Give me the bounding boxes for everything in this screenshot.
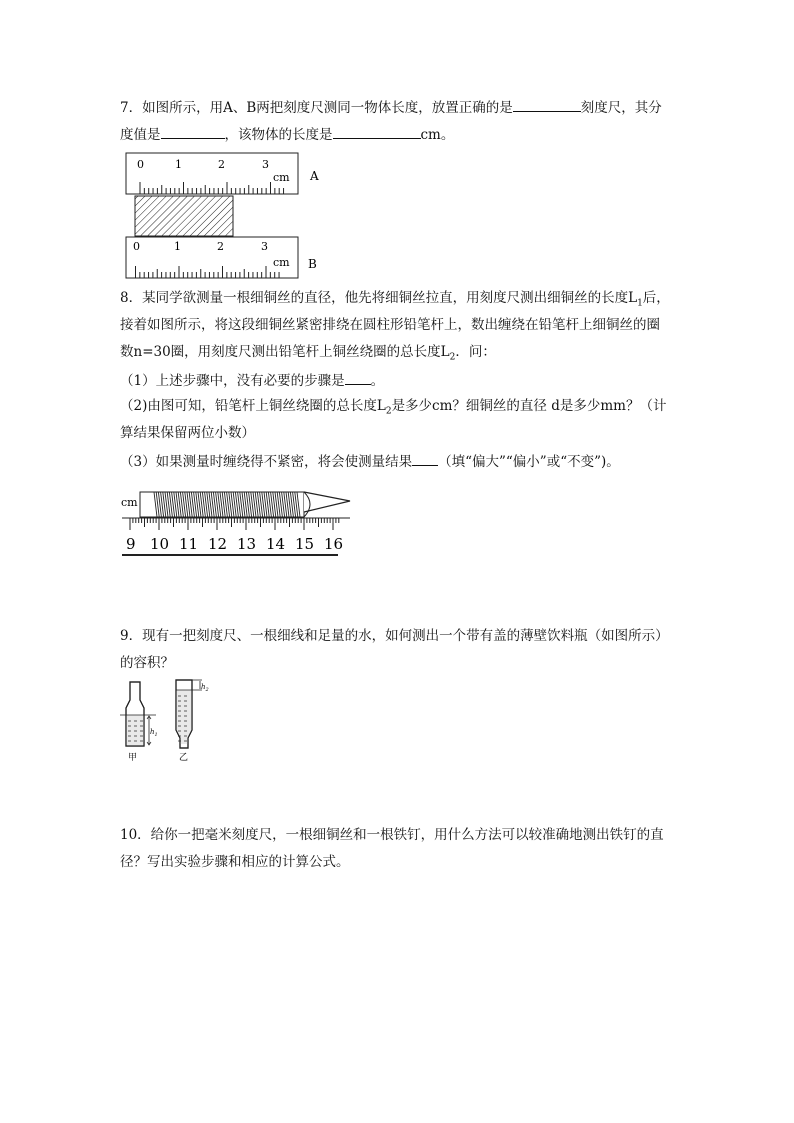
q9-line-1: 9．现有一把刻度尺、一根细线和足量的水，如何测出一个带有盖的薄壁饮料瓶（如图所示） (120, 628, 669, 644)
ruler-tick-label: 9 (126, 535, 136, 553)
q8-text: 数n=30圈，用刻度尺测出铅笔杆上铜丝绕圈的总长度L (120, 344, 450, 360)
ruler-a-tick-label: 2 (218, 158, 225, 171)
ruler-tick-label: 10 (150, 535, 170, 553)
q8-line-3 (120, 343, 496, 367)
q7-line-2 (120, 124, 454, 144)
q7-answer-blank-1[interactable] (513, 97, 581, 112)
q7-text: ，该物体的长度是 (224, 127, 333, 143)
q10-line-2: 径？写出实验步骤和相应的计算公式。 (120, 854, 350, 870)
q8-text: 8．某同学欲测量一根细铜丝的直径，他先将细铜丝拉直，用刻度尺测出细铜丝的长度L (120, 290, 638, 306)
ruler-b-tick-label: 1 (174, 240, 181, 253)
h1-label: $h_1$ (150, 728, 158, 738)
q8-text: （3）如果测量时缠绕得不紧密，将会使测量结果 (120, 454, 413, 470)
ruler-tick-label: 14 (266, 535, 286, 553)
ruler-a-tick-label: 1 (175, 158, 182, 171)
measured-object (135, 196, 233, 236)
q9-line-2: 的容积？ (120, 655, 174, 671)
figure-label-b: 乙 (179, 753, 189, 763)
ruler-unit: cm (121, 496, 138, 509)
q7-text: 度值是 (120, 127, 161, 143)
q7-text: 刻度尺，其分 (580, 100, 662, 116)
ruler-tick-label: 12 (208, 535, 228, 553)
ruler-tick-label: 11 (179, 535, 199, 553)
ruler-b-tick-label: 2 (217, 240, 224, 253)
q7-answer-blank-2[interactable] (161, 124, 225, 139)
ruler-tick-label: 15 (295, 535, 315, 553)
q7-unit: cm。 (420, 127, 455, 143)
h2-label: $h_2$ (201, 683, 209, 693)
q8-text: （填“偏大”“偏小”或“不变”)。 (438, 454, 620, 470)
q8-sub-3 (120, 451, 620, 471)
q7-rulers-figure (120, 150, 340, 282)
q10-line-1: 10．给你一把毫米刻度尺，一根细铜丝和一根铁钉，用什么方法可以较准确地测出铁钉的直 (120, 827, 664, 843)
figure-label-a: 甲 (128, 753, 138, 763)
ruler-a-tick-label: 0 (137, 158, 144, 171)
q8-text: ．问： (455, 344, 496, 360)
q8-text: 后， (642, 290, 670, 306)
q8-sub-1 (120, 370, 384, 390)
q8-subscript: 2 (449, 352, 456, 363)
q8-sub-2 (120, 397, 666, 421)
ruler-tick-label: 16 (324, 535, 344, 553)
q8-line-1 (120, 289, 670, 313)
ruler-b-label: B (308, 257, 317, 271)
q8-text: （1）上述步骤中，没有必要的步骤是 (120, 373, 345, 389)
q8-text: （2)由图可知，铅笔杆上铜丝绕圈的总长度L (120, 398, 386, 414)
q8-answer-blank-1[interactable] (345, 370, 371, 385)
q8-text: 。 (370, 373, 385, 389)
q8-line-2: 接着如图所示，将这段细铜丝紧密排绕在圆柱形铅笔杆上，数出缠绕在铅笔杆上细铜丝的圈 (120, 317, 660, 333)
q8-subscript: 1 (637, 298, 643, 309)
ruler-a-unit: cm (273, 171, 290, 184)
q7-line-1 (120, 97, 662, 117)
q7-text: 7．如图所示，用A、B两把刻度尺测同一物体长度，放置正确的是 (120, 100, 513, 116)
ruler-a-tick-label: 3 (262, 158, 269, 171)
ruler-b-tick-label: 0 (133, 240, 140, 253)
q8-pencil-ruler-figure (118, 482, 352, 560)
q9-bottles-figure (116, 676, 226, 766)
ruler-ticks (130, 518, 339, 530)
pencil-tip (304, 492, 350, 512)
q8-subscript: 2 (385, 406, 392, 417)
q8-sub-2-line-2: 算结果保留两位小数） (120, 425, 255, 441)
q8-answer-blank-2[interactable] (412, 451, 438, 466)
ruler-a-label: A (310, 169, 319, 183)
ruler-tick-label: 13 (237, 535, 257, 553)
ruler-b-unit: cm (273, 256, 290, 269)
ruler-b-tick-label: 3 (261, 240, 268, 253)
q8-text: 是多少cm？细铜丝的直径 d是多少mm？（计 (391, 398, 667, 414)
q7-answer-blank-3[interactable] (333, 124, 421, 139)
